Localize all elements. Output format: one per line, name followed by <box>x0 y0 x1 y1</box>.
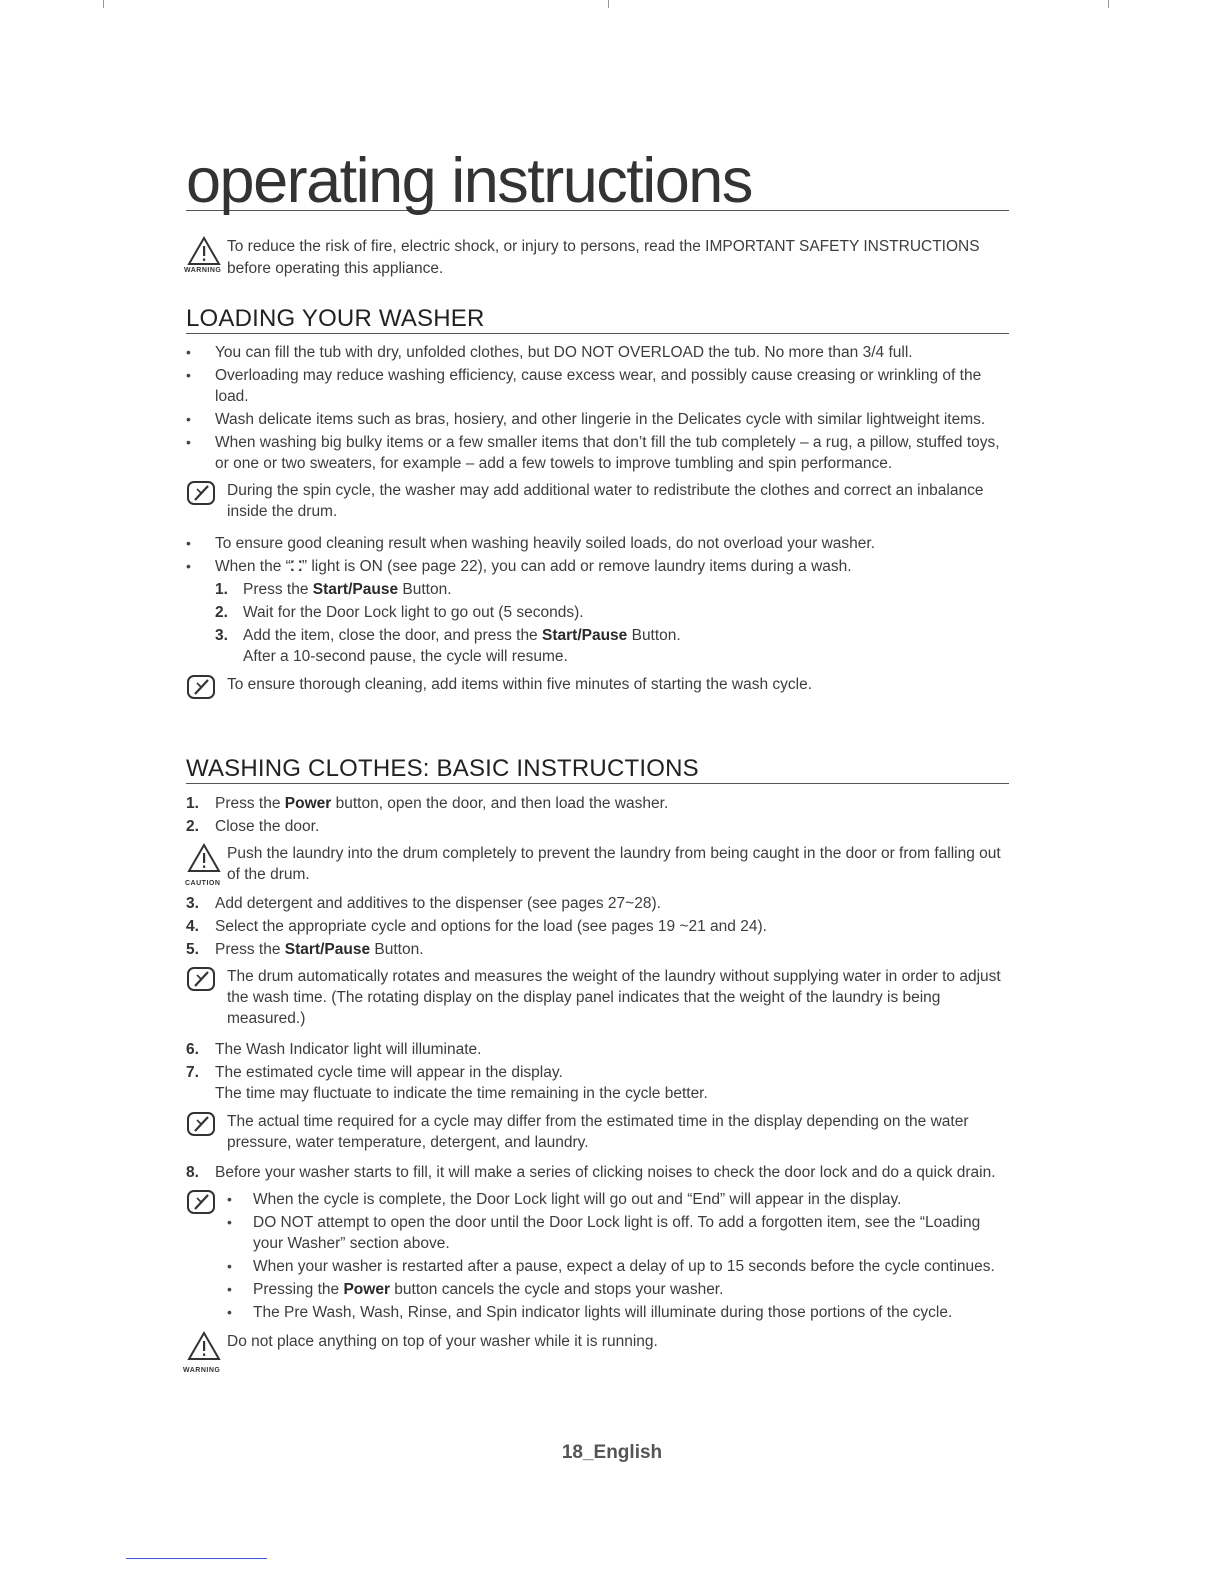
washing-content <box>183 793 1009 1374</box>
step: 6. The Wash Indicator light will illuminate. <box>186 1041 482 1058</box>
step: 5. Press the Start/Pause Button. <box>186 941 424 958</box>
step: 8. Before your washer starts to fill, it will make a series of clicking noises to check the door lock and do a quick drain. <box>186 1164 996 1181</box>
list-item: • To ensure good cleaning result when washing heavily soiled loads, do not overload your washer. <box>186 533 1009 554</box>
list-item: • When the cycle is complete, the Door Lock light will go out and “End” will appear in the display. <box>186 1189 1009 1210</box>
warning-text: Do not place anything on top of your washer while it is running. <box>227 1333 658 1350</box>
crop-mark <box>1108 0 1109 8</box>
note-icon <box>186 1111 218 1139</box>
list-item: • Overloading may reduce washing efficiency, cause excess wear, and possibly cause creasing or wrinkling of the load. <box>186 365 1009 407</box>
list-item: • When your washer is restarted after a pause, expect a delay of up to 15 seconds before the cycle continues. <box>186 1256 1009 1277</box>
title-rule <box>186 146 1009 216</box>
list-item: • When the “⛚” light is ON (see page 22), you can add or remove laundry items during a wash. <box>186 556 1009 577</box>
list-item: • When washing big bulky items or a few smaller items that don’t fill the tub completely – a rug, a pillow, stuffed toys, or one or two sweaters, for example – add a few towels to improve tumbling and spin performance. <box>186 432 1009 474</box>
step: 1. Press the Power button, open the door, and then load the washer. <box>186 795 669 812</box>
warning-bottom <box>183 1331 1009 1374</box>
step: 7. The estimated cycle time will appear in the display. <box>186 1064 563 1081</box>
step: 2. Wait for the Door Lock light to go out (5 seconds). <box>215 604 584 621</box>
warning-icon <box>186 1331 218 1359</box>
note <box>186 1111 1009 1153</box>
caution-icon <box>186 843 218 871</box>
crop-mark <box>103 0 104 8</box>
note-list <box>186 1189 1009 1323</box>
step: 3. Add detergent and additives to the dispenser (see pages 27~28). <box>186 895 661 912</box>
step: 2. Close the door. <box>186 818 320 835</box>
note <box>186 674 1009 695</box>
note-text: To ensure thorough cleaning, add items within five minutes of starting the wash cycle. <box>227 676 813 693</box>
note-text: The actual time required for a cycle may differ from the estimated time in the display depending on the water pressure, water temperature, detergent, and laundry. <box>227 1113 969 1151</box>
caution-text: Push the laundry into the drum completely to prevent the laundry from being caught in the door or from falling out of the drum. <box>227 845 1001 883</box>
crop-mark <box>608 0 609 8</box>
step-number: 3. <box>215 627 228 644</box>
warning-label: WARNING <box>183 1367 221 1374</box>
page-number: 18_English <box>561 1442 663 1463</box>
step-extra: After a 10-second pause, the cycle will resume. <box>243 648 568 665</box>
note <box>186 966 1009 1029</box>
warning-text: To reduce the risk of fire, electric shock, or injury to persons, read the IMPORTANT SAFETY INSTRUCTIONS before operating this appliance. <box>227 238 980 277</box>
step-number: 1. <box>215 581 228 598</box>
warning-top <box>186 236 1009 282</box>
list-item: • Wash delicate items such as bras, hosiery, and other lingerie in the Delicates cycle with similar lightweight items. <box>186 409 1009 430</box>
note <box>186 480 1009 522</box>
section-heading-washing: WASHING CLOTHES: BASIC INSTRUCTIONS <box>186 755 1009 784</box>
list-item: • Pressing the Power button cancels the cycle and stops your washer. <box>186 1279 1009 1300</box>
warning-label: WARNING <box>184 267 222 274</box>
step-extra: The time may fluctuate to indicate the time remaining in the cycle better. <box>215 1085 708 1102</box>
note-icon <box>186 674 218 702</box>
caution <box>186 843 1009 887</box>
note-icon <box>186 966 218 994</box>
list-item: • You can fill the tub with dry, unfolded clothes, but DO NOT OVERLOAD the tub. No more than 3/4 full. <box>186 342 1009 363</box>
note-icon <box>186 480 218 508</box>
step: 3. Add the item, close the door, and press the Start/Pause Button. <box>215 627 681 644</box>
caution-label: CAUTION <box>185 880 221 887</box>
divider <box>126 1558 267 1559</box>
section-heading-loading: LOADING YOUR WASHER <box>186 305 1009 334</box>
note-text: During the spin cycle, the washer may add additional water to redistribute the clothes and correct an inbalance inside the drum. <box>227 482 984 520</box>
step: 4. Select the appropriate cycle and options for the load (see pages 19 ~21 and 24). <box>186 918 767 935</box>
list-item: • The Pre Wash, Wash, Rinse, and Spin indicator lights will illuminate during those portions of the cycle. <box>186 1302 1009 1323</box>
note-text: The drum automatically rotates and measures the weight of the laundry without supplying water in order to adjust the wash time. (The rotating display on the display panel indicates that the weight of the laundry is being measured.) <box>227 968 1001 1027</box>
page-title: operating instructions <box>186 146 752 216</box>
step: 1. Press the Start/Pause Button. <box>215 581 452 598</box>
list-item: • DO NOT attempt to open the door until the Door Lock light is off. To add a forgotten item, see the “Loading your Washer” section above. <box>186 1212 1009 1254</box>
step-number: 2. <box>215 604 228 621</box>
loading-content <box>186 342 1009 697</box>
